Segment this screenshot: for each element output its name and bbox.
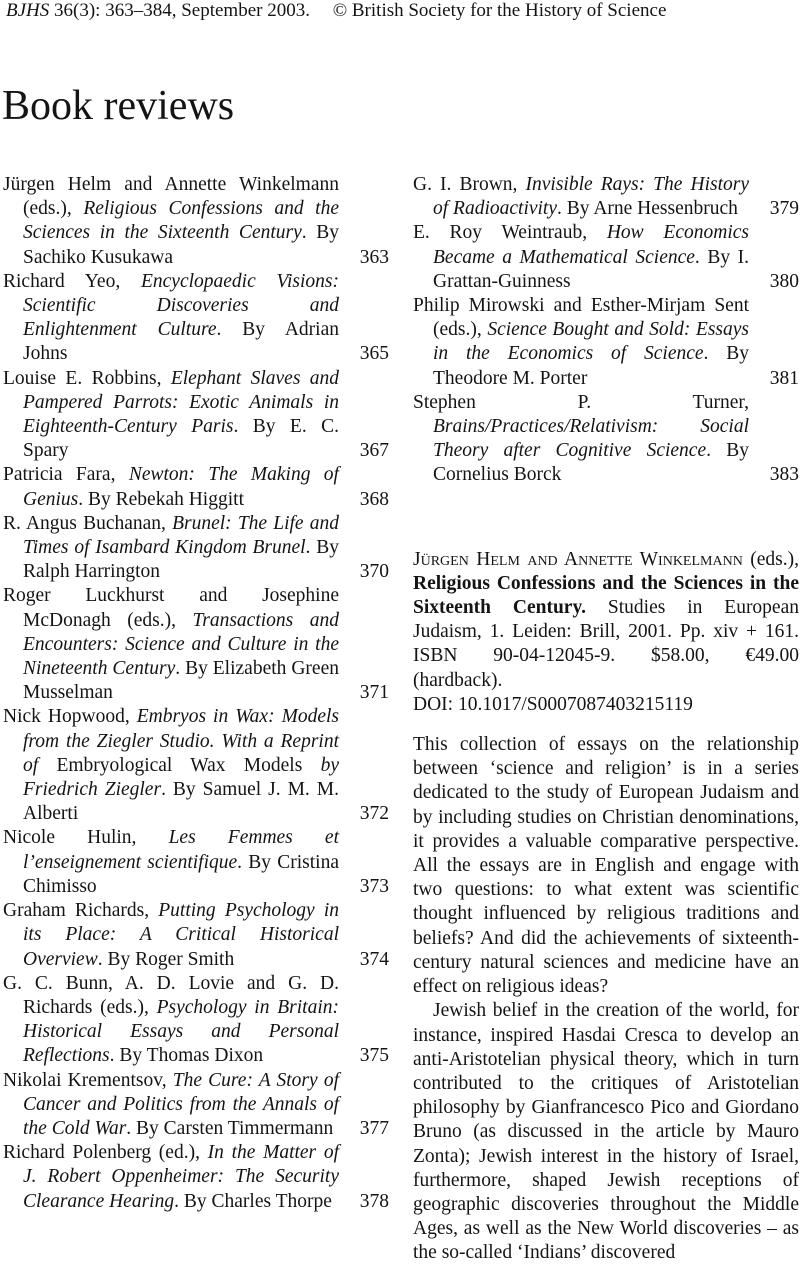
entry-reviewer: . By Roger Smith xyxy=(97,948,235,970)
review-heading xyxy=(413,548,799,717)
contents-entry xyxy=(3,1069,389,1142)
entry-book-title: How Economics Became a Mathematical Science xyxy=(433,222,749,268)
entry-page-number: 380 xyxy=(769,270,799,292)
entry-title-roman: Embryological Wax Models xyxy=(38,754,321,776)
contents-entry xyxy=(3,512,389,585)
contents-list-right xyxy=(413,173,799,488)
contents-entry xyxy=(413,221,799,294)
entry-page-number: 372 xyxy=(359,803,389,825)
entry-page-number: 383 xyxy=(769,464,799,486)
contents-entry xyxy=(3,463,389,511)
review-paragraph: This collection of essays on the relationship between ‘science and religion’ is in a series dedicated to the study of European Judaism and by including studies on Christian denominations, it provides a valuable comparative perspective. All the essays are in English and engage with two questions: to what extent was scientific thought influenced by religious traditions and beliefs? And did the achievements of sixteenth-century natural sciences and medicine have an effect on religious ideas? xyxy=(413,734,799,998)
entry-book-title: Les Femmes et l’enseignement scientifique xyxy=(23,827,339,873)
entry-book-title: Brains/Practices/Relativism: Social Theory after Cognitive Science xyxy=(433,416,749,462)
entry-reviewer: . By Arne Hessenbruch xyxy=(557,198,738,220)
entry-reviewer: . By Theodore M. Porter xyxy=(433,343,749,389)
entry-book-title: Religious Confessions and the Sciences in the Sixteenth Century xyxy=(23,198,340,244)
entry-reviewer: . By Samuel J. M. M. Alberti xyxy=(23,779,339,825)
entry-authors: Richard Yeo, xyxy=(3,270,141,292)
review-book-details: Studies in European Judaism, 1. Leiden: Brill, 2001. Pp. xiv + 161. ISBN 90-04-12045-9. $58.00, €49.00 (hardback). xyxy=(413,597,799,691)
entry-authors: Louise E. Robbins, xyxy=(3,367,171,389)
entry-book-title: In the Matter of J. Robert Oppenheimer: The Security Clearance Hearing xyxy=(23,1142,339,1212)
entry-page-number: 379 xyxy=(769,198,799,220)
entry-book-title: The Cure: A Story of Cancer and Politics from the Annals of the Cold War xyxy=(23,1069,339,1139)
entry-authors: Richard Polenberg (ed.), xyxy=(3,1142,208,1164)
entry-reviewer: . By Ralph Harrington xyxy=(23,537,339,583)
contents-entry xyxy=(3,173,389,270)
entry-page-number: 381 xyxy=(769,367,799,389)
entry-page-number: 367 xyxy=(359,440,389,462)
contents-entry xyxy=(413,391,799,488)
entry-authors: Jürgen Helm and Annette Winkelmann (eds.), xyxy=(3,174,339,220)
entry-reviewer: . By Charles Thorpe xyxy=(174,1190,332,1212)
contents-entry xyxy=(413,294,799,391)
contents-entry xyxy=(3,367,389,464)
entry-reviewer: . By Cornelius Borck xyxy=(433,440,749,486)
entry-book-title: Encyclopaedic Visions: Scientific Discoveries and Enlightenment Culture xyxy=(23,270,339,341)
entry-page-number: 375 xyxy=(359,1045,389,1067)
entry-page-number: 378 xyxy=(359,1190,389,1212)
entry-reviewer: . By Thomas Dixon xyxy=(109,1045,264,1067)
entry-page-number: 373 xyxy=(359,875,389,897)
entry-authors: Nikolai Krementsov, xyxy=(3,1069,173,1091)
entry-book-title: Science Bought and Sold: Essays in the Economics of Science xyxy=(433,319,749,365)
entry-page-number: 374 xyxy=(359,948,389,970)
entry-authors: Roger Luckhurst and Josephine McDonagh (eds.), xyxy=(3,585,339,631)
copyright-notice: © British Society for the History of Science xyxy=(332,0,667,21)
contents-entry xyxy=(3,972,389,1069)
entry-book-title: Brunel: The Life and Times of Isambard Kingdom Brunel xyxy=(23,512,340,559)
entry-book-title: Psychology in Britain: Historical Essays and Personal Reflections xyxy=(23,996,339,1067)
entry-authors: R. Angus Buchanan, xyxy=(3,512,173,534)
right-column xyxy=(413,173,799,1266)
entry-reviewer: . By Adrian Johns xyxy=(23,319,339,365)
journal-citation: 36(3): 363–384, September 2003. xyxy=(54,0,310,21)
entry-reviewer: . By Elizabeth Green Musselman xyxy=(23,658,339,704)
review-editors-note: (eds.), xyxy=(742,548,800,570)
entry-page-number: 363 xyxy=(359,246,389,268)
entry-authors: Stephen P. Turner, xyxy=(413,391,749,413)
entry-page-number: 365 xyxy=(359,343,389,365)
entry-page-number: 377 xyxy=(359,1117,389,1139)
entry-page-number: 370 xyxy=(359,561,389,583)
review-book-authors: Jürgen Helm and Annette Winkelmann xyxy=(413,548,743,570)
entry-book-title-cont: by Friedrich Ziegler xyxy=(23,754,339,801)
entry-reviewer: . By Rebekah Higgitt xyxy=(78,488,244,510)
review-paragraph: Jewish belief in the creation of the world, for instance, inspired Hasdai Cresca to develop an anti-Aristotelian physical theory, which in turn contributed to the critiques of Aristotelian philosophy by Gianfrancesco Pico and Giordano Bruno (as discussed in the article by Mauro Zonta); Jewish interest in the history of Israel, furthermore, shaped Jewish receptions of geographic discoveries throughout the Middle Ages, as well as the New World discoveries – as the so-called ‘Indians’ discovered xyxy=(413,1000,799,1264)
entry-reviewer: . By Carsten Timmermann xyxy=(126,1117,334,1139)
entry-authors: Nick Hopwood, xyxy=(3,706,137,728)
entry-authors: Nicole Hulin, xyxy=(3,827,169,849)
entry-book-title: Elephant Slaves and Pampered Parrots: Exotic Animals in Eighteenth-Century Paris xyxy=(23,367,340,438)
contents-entry xyxy=(3,705,389,826)
entry-reviewer: . By E. C. Spary xyxy=(23,416,339,462)
entry-book-title: Embryos in Wax: Models from the Ziegler Studio. With a Reprint of xyxy=(23,706,339,776)
entry-authors: E. Roy Weintraub, xyxy=(413,222,607,244)
entry-authors: G. I. Brown, xyxy=(413,174,526,195)
contents-entry xyxy=(3,270,389,367)
entry-authors: Philip Mirowski and Esther-Mirjam Sent (eds.), xyxy=(413,295,749,341)
contents-entry xyxy=(3,1141,389,1214)
entry-reviewer: . By Sachiko Kusukawa xyxy=(23,222,339,268)
entry-page-number: 371 xyxy=(359,682,389,704)
entry-authors: Patricia Fara, xyxy=(3,464,129,486)
entry-page-number: 368 xyxy=(359,488,389,510)
journal-abbreviation: BJHS xyxy=(6,0,50,21)
contents-entry xyxy=(3,826,389,899)
contents-list-left xyxy=(3,173,389,1214)
entry-authors: Graham Richards, xyxy=(3,900,159,922)
review-doi: DOI: 10.1017/S0007087403215119 xyxy=(413,693,693,715)
contents-entry xyxy=(3,584,389,705)
running-header xyxy=(6,0,666,22)
review-book-title: Religious Confessions and the Sciences in the Sixteenth Century. xyxy=(413,572,799,619)
review-body xyxy=(413,733,799,1265)
entry-book-title: Newton: The Making of Genius xyxy=(23,464,339,510)
entry-book-title: Transactions and Encounters: Science and Culture in the Nineteenth Century xyxy=(23,609,339,680)
contents-entry xyxy=(3,899,389,972)
entry-book-title: Invisible Rays: The History of Radioactivity xyxy=(433,174,749,220)
page-title: Book reviews xyxy=(2,83,235,129)
contents-entry xyxy=(413,173,799,221)
entry-book-title: Putting Psychology in its Place: A Critical Historical Overview xyxy=(23,900,339,970)
entry-reviewer: . By Cristina Chimisso xyxy=(23,851,339,897)
entry-authors: G. C. Bunn, A. D. Lovie and G. D. Richards (eds.), xyxy=(3,972,339,1018)
left-column xyxy=(3,173,389,1214)
entry-reviewer: . By I. Grattan-Guinness xyxy=(433,246,749,292)
